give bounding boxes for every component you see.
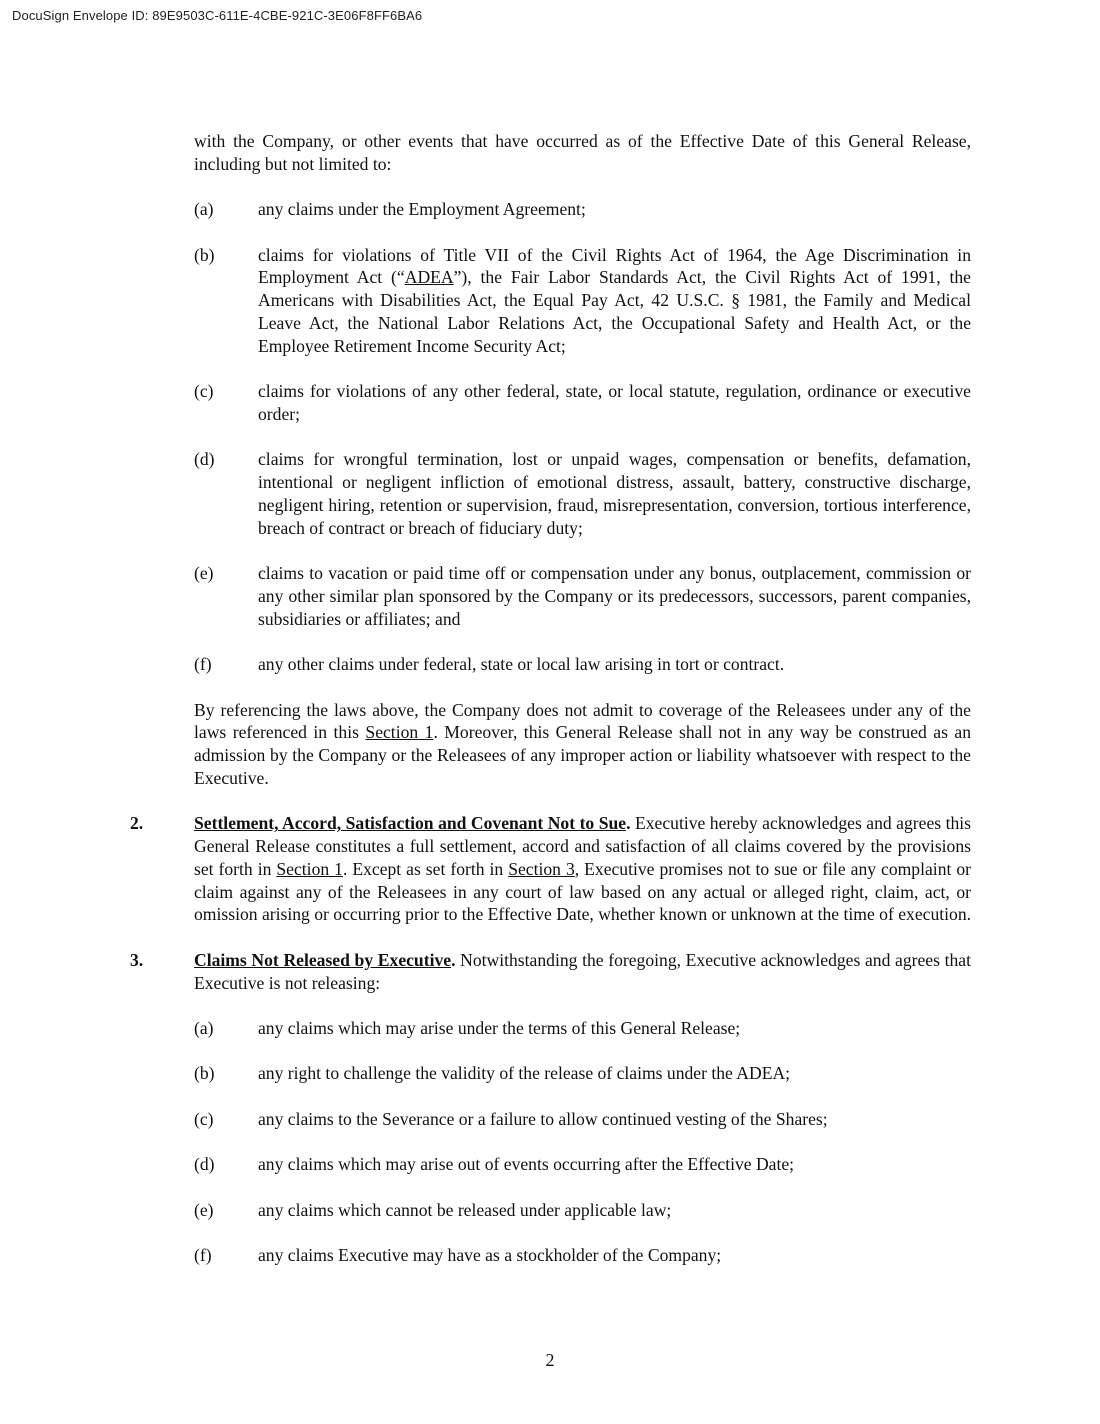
section-text: . Except as set forth in [342,858,509,879]
list-marker: (d) [194,1154,215,1175]
section-title: Claims Not Released by Executive [194,949,452,970]
section1-claims-list [194,198,971,676]
paragraph-text: By referencing the laws above, the Company does not admit to coverage of the Releasees under any of the laws referenced in this [194,699,971,743]
list-item [194,380,971,426]
paragraph-text: . Moreover, this General Release shall not in any way be construed as an admission by the Company or the Releasees of any improper action or liability whatsoever with respect to the Executive. [194,722,972,788]
section-title-period: . [451,949,456,970]
section-reference: Section 1 [365,722,434,743]
section-2 [130,812,972,926]
section-reference: Section 3 [508,858,575,879]
section3-exclusions-list [194,1017,971,1267]
list-marker: (a) [194,1018,214,1039]
list-item [194,1199,971,1222]
document-body [130,130,972,1289]
list-item-text: any claims which may arise out of events occurring after the Effective Date; [258,1154,795,1175]
list-item [194,244,971,358]
section-text: Notwithstanding the foregoing, Executive acknowledges and agrees that Executive is not releasing: [194,949,971,993]
list-marker: (f) [194,1245,212,1265]
intro-paragraph: with the Company, or other events that have occurred as of the Effective Date of this General Release, including but not limited to: [194,131,971,174]
list-item [194,653,971,676]
section-number: 2. [130,813,144,834]
list-marker: (a) [194,199,214,220]
list-item-text: claims to vacation or paid time off or compensation under any bonus, outplacement, commission or any other similar plan sponsored by the Company or its predecessors, successors, parent companies, subsidiaries or affiliates; and [258,563,971,629]
defined-term-adea: ADEA [404,267,454,288]
list-item [194,1244,971,1267]
list-item-text: claims for violations of Title VII of the Civil Rights Act of 1964, the Age Discrimination in Employment Act (“ [258,244,971,288]
list-item [194,448,971,539]
list-item-text: claims for wrongful termination, lost or unpaid wages, compensation or benefits, defamation, intentional or negligent infliction of emotional distress, assault, battery, constructive discharge, negligent hiring, retention or supervision, fraud, misrepresentation, conversion, tortious interference, breach of contract or breach of fiduciary duty; [258,449,971,538]
list-item-text: any claims which cannot be released under applicable law; [258,1199,672,1220]
list-item-text: ”), the Fair Labor Standards Act, the Civil Rights Act of 1991, the Americans with Disabilities Act, the Equal Pay Act, 42 U.S.C. § 1981, the Family and Medical Leave Act, the National Labor Relations Act, the Occupational Safety and Health Act, or the Employee Retirement Income Security Act; [258,267,971,356]
section-number: 3. [130,949,144,970]
list-item [194,1108,971,1131]
section-reference: Section 1 [276,858,343,879]
list-item-text: any claims Executive may have as a stockholder of the Company; [258,1245,722,1265]
section-title-period: . [626,813,631,834]
section-3 [130,949,971,995]
list-item-text: any other claims under federal, state or local law arising in tort or contract. [258,654,785,675]
referencing-paragraph [194,699,971,790]
section-text: , Executive promises not to sue or file any complaint or claim against any of the Releasees in any court of law based on any actual or alleged right, claim, act, or omission arising or occurring prior to the Effective Date, whether known or unknown at the time of execution. [194,858,972,925]
list-item-text: any claims which may arise under the terms of this General Release; [258,1018,741,1039]
list-item-text: claims for violations of any other federal, state, or local statute, regulation, ordinance or executive order; [258,381,971,424]
list-marker: (d) [194,449,215,470]
docusign-envelope-id: DocuSign Envelope ID: 89E9503C-611E-4CBE-921C-3E06F8FF6BA6 [12,8,423,23]
list-marker: (c) [194,381,214,402]
list-marker: (e) [194,1199,214,1220]
list-marker: (b) [194,1063,215,1084]
list-item-text: any right to challenge the validity of the release of claims under the ADEA; [258,1063,791,1084]
list-item [194,1017,971,1040]
list-item [194,1062,971,1085]
list-marker: (c) [194,1108,214,1129]
list-item-text: any claims to the Severance or a failure to allow continued vesting of the Shares; [258,1108,828,1129]
list-marker: (f) [194,654,212,675]
section-title: Settlement, Accord, Satisfaction and Covenant Not to Sue [194,813,627,834]
section-text: Executive hereby acknowledges and agrees this General Release constitutes a full settlement, accord and satisfaction of all claims covered by the provisions set forth in [194,813,972,879]
list-item [194,1153,971,1176]
list-marker: (e) [194,563,214,584]
list-item [194,562,971,630]
page-number: 2 [545,1350,555,1370]
list-item [194,198,971,221]
list-marker: (b) [194,244,215,265]
list-item-text: any claims under the Employment Agreement; [258,199,586,220]
